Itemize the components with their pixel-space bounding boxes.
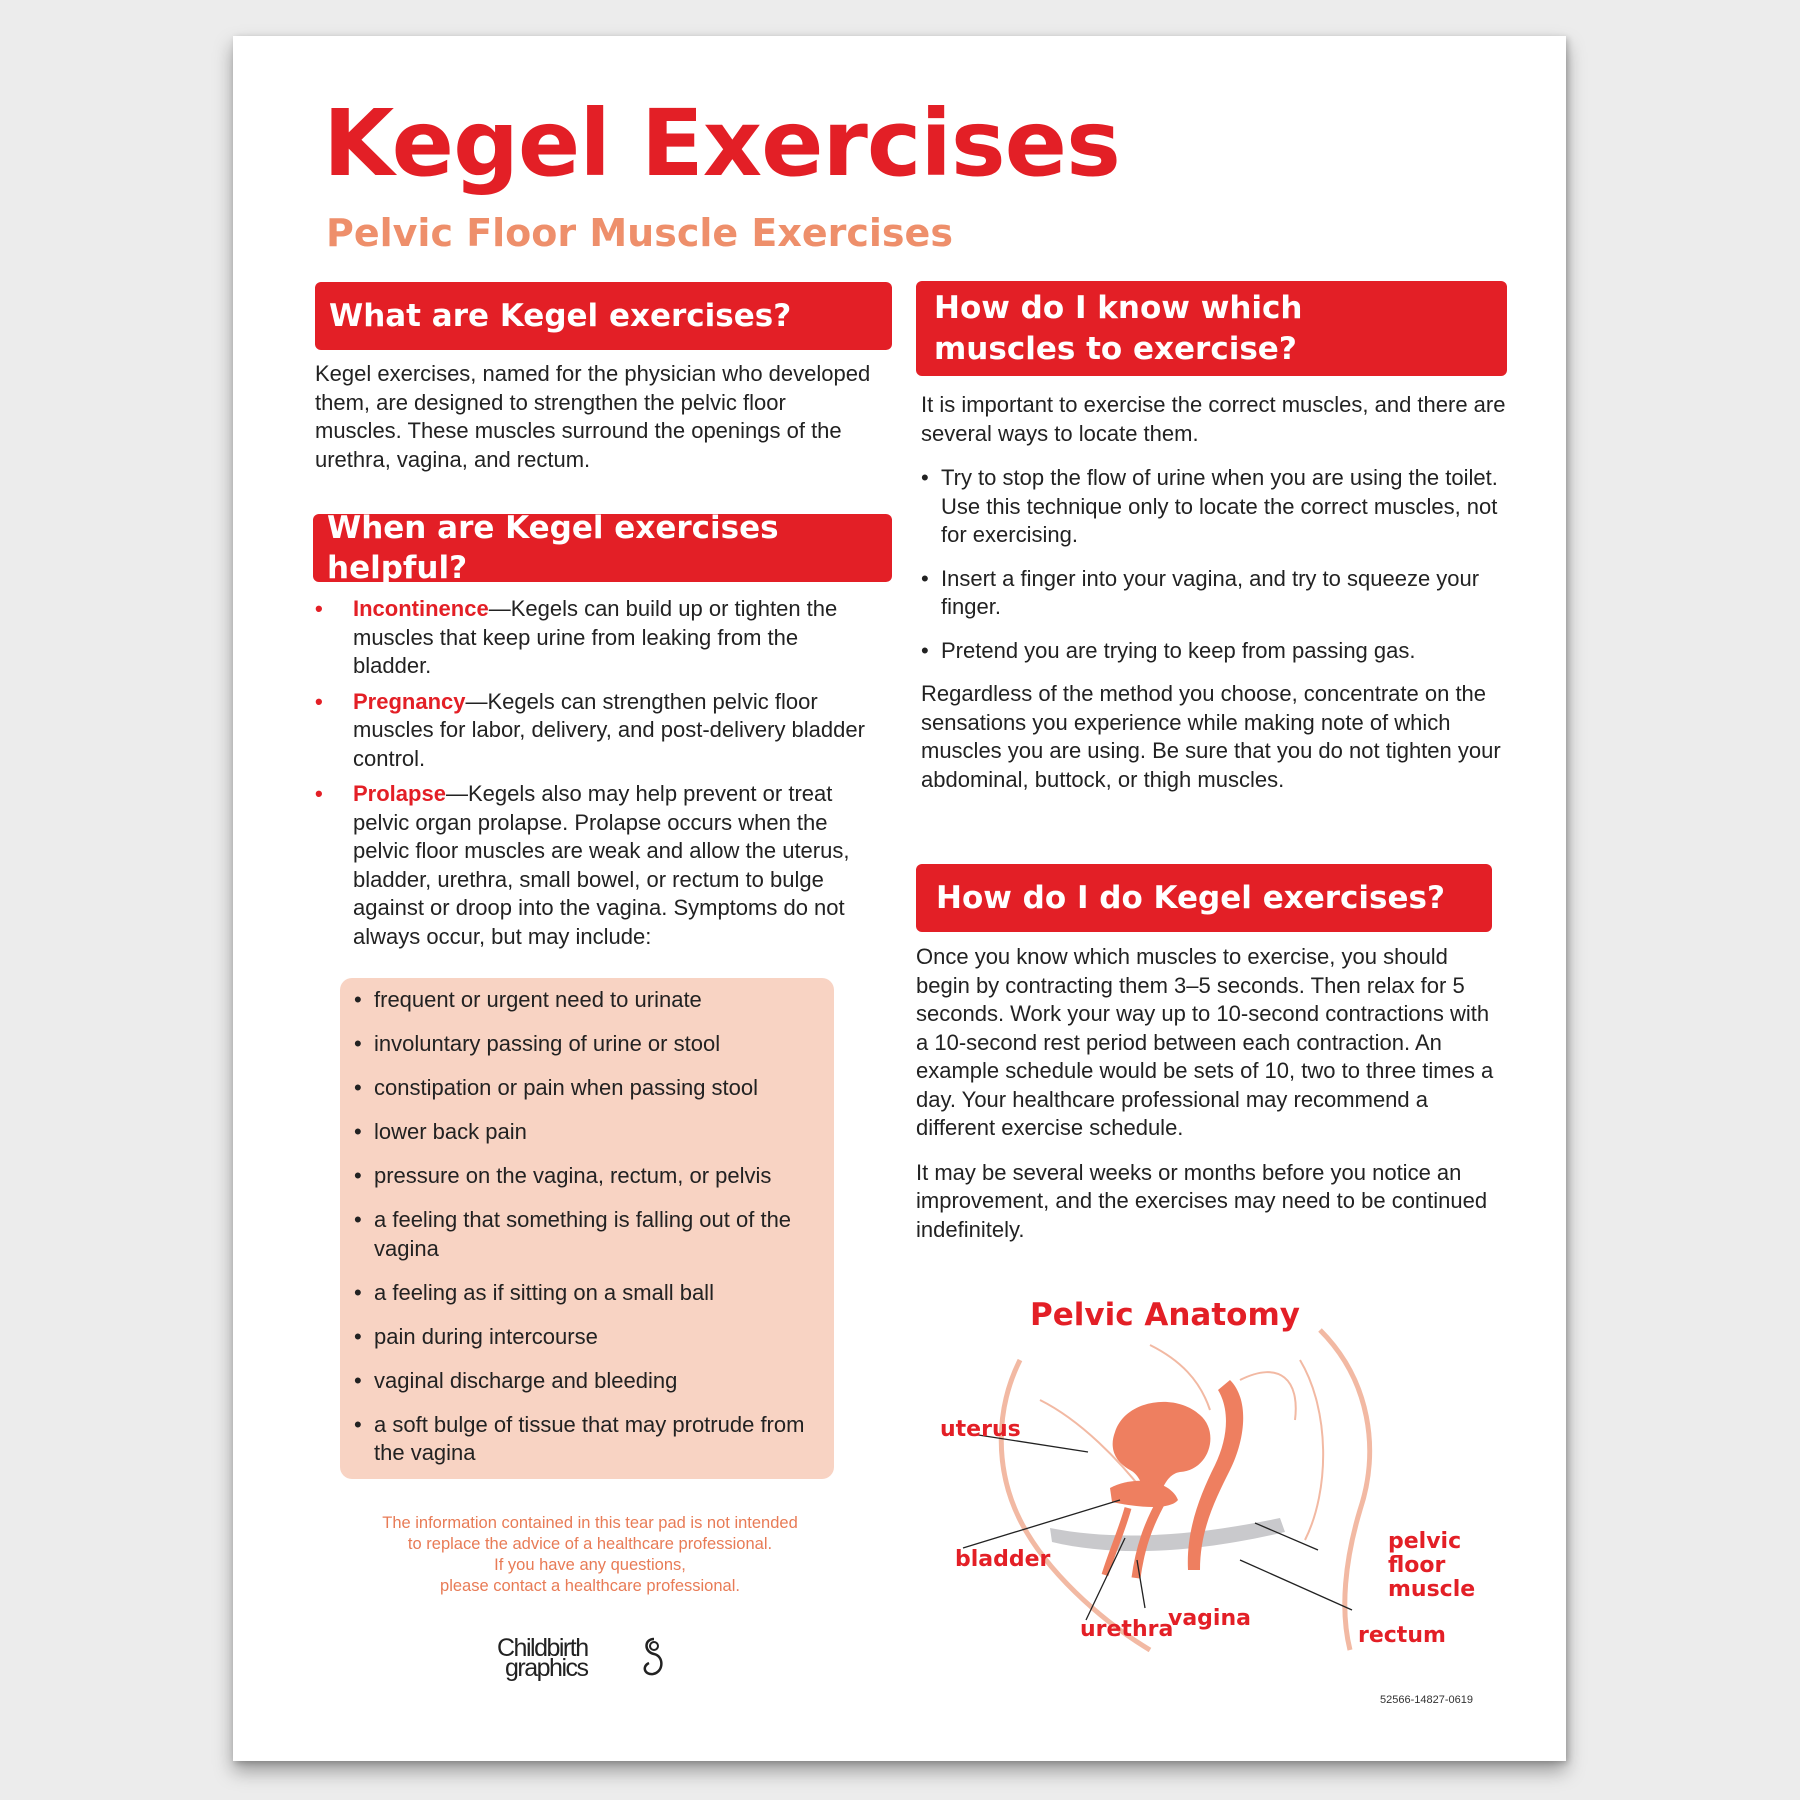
heading-which-text: How do I know which muscles to exercise? [934, 290, 1303, 367]
disclaimer-line: If you have any questions, [494, 1556, 686, 1574]
label-vagina: vagina [1168, 1606, 1251, 1631]
bladder-shape [1110, 1481, 1178, 1507]
logo-line-2: graphics [505, 1654, 588, 1682]
term-text: —Kegels also may help prevent or treat pelvic organ prolapse. Prolapse occurs when the pelvic floor muscles are weak and allow the uterus, bladder, urethra, small bowel, or rectum to bulge against or droop into the vagina. Symptoms do not always occur, but may include: [353, 781, 850, 949]
symptom-item: • involuntary passing of urine or stool [354, 1030, 822, 1059]
list-item [313, 688, 873, 774]
symptom-item: • frequent or urgent need to urinate [354, 986, 822, 1015]
label-rectum: rectum [1358, 1623, 1446, 1648]
disclaimer-line: please contact a healthcare professional. [440, 1577, 740, 1595]
symptom-item: • lower back pain [354, 1118, 822, 1147]
disclaimer-line: The information contained in this tear pad is not intended [382, 1514, 798, 1532]
symptom-list [354, 986, 822, 1468]
disclaimer [320, 1513, 860, 1597]
heading-which [916, 281, 1507, 376]
when-list [313, 595, 873, 958]
symptom-item: • constipation or pain when passing stool [354, 1074, 822, 1103]
anatomy-title: Pelvic Anatomy [1030, 1297, 1300, 1333]
heading-what: What are Kegel exercises? [315, 282, 892, 350]
list-item [313, 595, 873, 681]
what-body [315, 360, 875, 474]
heading-how: How do I do Kegel exercises? [916, 864, 1492, 932]
heading-when: When are Kegel exercises helpful? [313, 514, 892, 582]
which-body [921, 391, 1506, 794]
term-incontinence: Incontinence [353, 596, 489, 621]
body-outline [1001, 1360, 1150, 1650]
symptom-item: • a feeling as if sitting on a small ball [354, 1279, 822, 1308]
how-paragraph-1: Once you know which muscles to exercise, you should begin by contracting them 3–5 seconds. Then relax for 5 seconds. Work your way up to 10-second contractions with a 10-second rest period between each contraction. An example schedule would be sets of 10, two to three times a day. Your healthcare professional may recommend a different exercise schedule. [916, 944, 1494, 1140]
symptom-item: • pressure on the vagina, rectum, or pelvis [354, 1162, 822, 1191]
logo-line-1: Childbirth [497, 1634, 588, 1662]
how-body [916, 943, 1501, 1244]
term-pregnancy: Pregnancy [353, 688, 466, 714]
logo-mark-icon [640, 1636, 670, 1680]
how-paragraph-2: It may be several weeks or months before you notice an improvement, and the exercises may need to be continued indefinitely. [916, 1159, 1488, 1242]
pelvic-floor-muscle-shape [1050, 1518, 1285, 1551]
label-line: floor [1388, 1553, 1446, 1578]
symptom-item: • a feeling that something is falling out of the vagina [354, 1206, 822, 1263]
back-outline [1320, 1330, 1370, 1650]
childbirth-graphics-logo [497, 1636, 667, 1686]
symptom-item: • pain during intercourse [354, 1323, 822, 1352]
symptoms-box [340, 978, 834, 1479]
page-subtitle: Pelvic Floor Muscle Exercises [326, 211, 953, 255]
term-prolapse: Prolapse [353, 781, 446, 806]
symptom-item: • vaginal discharge and bleeding [354, 1367, 822, 1396]
page-title: Kegel Exercises [323, 90, 1120, 197]
label-pelvic-floor-muscle [1388, 1530, 1475, 1602]
term-text: —Kegels can build up or tighten the muscles that keep urine from leaking from the bladder. [353, 596, 838, 678]
list-item: • Insert a finger into your vagina, and try to squeeze your finger. [921, 565, 1506, 622]
list-item: • Try to stop the flow of urine when you are using the toilet. Use this technique only to locate the correct muscles, not for exercising. [921, 464, 1506, 550]
list-item: • Pretend you are trying to keep from passing gas. [921, 637, 1506, 666]
disclaimer-line: to replace the advice of a healthcare professional. [407, 1535, 773, 1553]
symptom-item: • a soft bulge of tissue that may protrude from the vagina [354, 1411, 822, 1468]
label-uterus: uterus [940, 1417, 1021, 1442]
label-line: muscle [1388, 1577, 1476, 1602]
product-code: 52566-14827-0619 [1380, 1694, 1473, 1706]
label-urethra: urethra [1080, 1617, 1174, 1642]
what-paragraph: Kegel exercises, named for the physician who developed them, are designed to strengthen the pelvic floor muscles. These muscles surround the openings of the urethra, vagina, and rectum. [315, 361, 871, 472]
label-bladder: bladder [955, 1547, 1051, 1572]
list-item [313, 780, 873, 951]
which-outro: Regardless of the method you choose, concentrate on the sensations you experience while making note of which muscles you are using. Be sure that you do not tighten your abdominal, buttock, or thigh muscles. [921, 681, 1501, 792]
label-line: pelvic [1388, 1529, 1462, 1554]
which-intro: It is important to exercise the correct muscles, and there are several ways to locate them. [921, 392, 1506, 446]
term-text: —Kegels can strengthen pelvic floor muscles for labor, delivery, and post-delivery bladder control. [353, 688, 865, 771]
